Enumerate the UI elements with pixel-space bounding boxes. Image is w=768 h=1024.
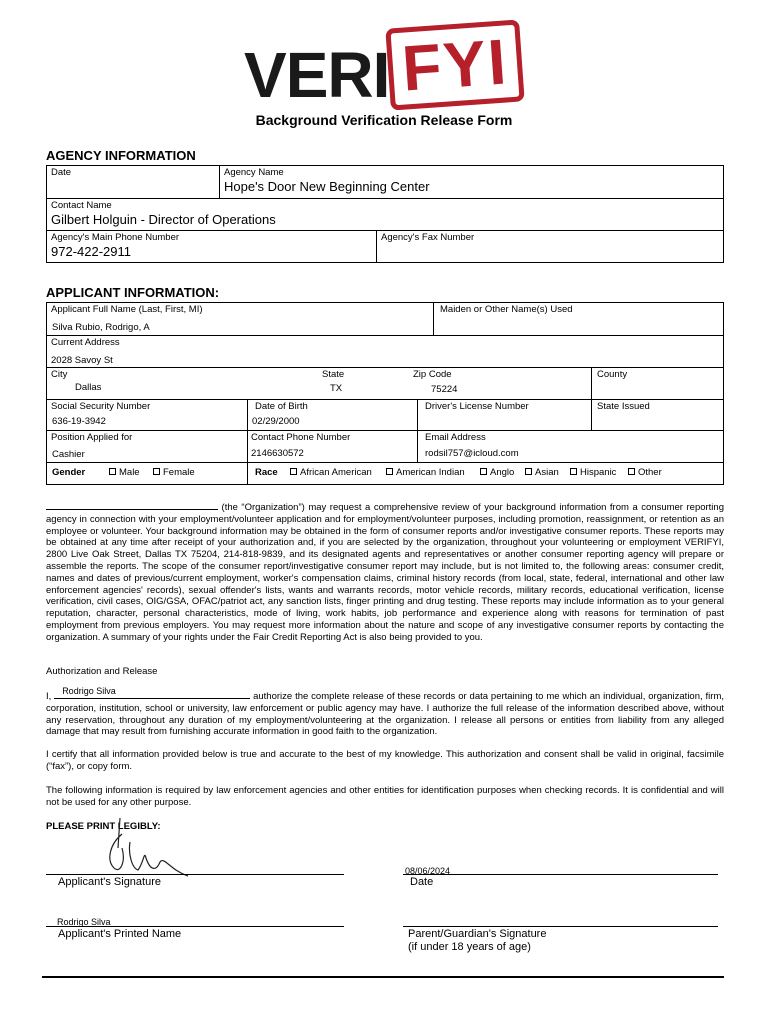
gender-cell — [47, 463, 247, 484]
checkbox-icon[interactable] — [570, 468, 577, 475]
consent-text: (the “Organization”) may request a comprehensive review of your background information from a consumer reporting agency in connection with your employment/volunteer application and for employment/volunteer purposes, including promotion, reassignment, or retention as an employee or volunteer. Your background information may be obtained in the form of consumer reports and/or investigative consumer reports. These reports may be obtained at any time after receipt of your authorization and, if you are selected by the organization, throughout your volunteering or employment VERIFYI, 2800 Live Oak Street, Dallas TX 75204, 214-818-9839, and its designated agents and representatives or another consumer reporting agency will prepare or assemble the reports. The scope of the consumer report/investigative consumer report may include, but is not limited to, the following areas: consumer credit, names and dates of previous/current employment, worker's compensation claims, criminal history records (from local, state, federal, international and other law enforcement agencies' records), sexual offender's lists, wants and warrants records, motor vehicle records, military records, educational verification, license verification, civil cases, OIG/GSA, OFAC/patriot act, any sanction lists, finger printing and drug testing. These reports may include information as to your general reputation, character, personal characteristics, mode of living, work habits, job performance and experience along with reasons for termination of past employment from previous employers. You may request more information about the nature and scope of any investigative consumer reports by contacting the organization. A summary of your rights under the Fair Credit Reporting Act is also being provided to you. — [46, 502, 724, 643]
race-cell — [247, 463, 723, 484]
footer-divider — [42, 976, 724, 978]
verifyi-logo — [244, 18, 534, 118]
address-value: 2028 Savoy St — [51, 355, 113, 366]
checkbox-icon[interactable] — [109, 468, 116, 475]
applicant-heading: APPLICANT INFORMATION: — [46, 285, 220, 300]
state-label: State — [322, 369, 345, 380]
signature-date-value: 08/06/2024 — [405, 866, 451, 876]
applicant-fullname-cell[interactable] — [47, 303, 433, 335]
agency-phone-value: 972-422-2911 — [51, 244, 131, 259]
fullname-label: Applicant Full Name (Last, First, MI) — [51, 304, 203, 315]
email-value: rodsil757@icloud.com — [425, 448, 519, 459]
agency-phone-cell[interactable] — [47, 231, 376, 262]
certify-paragraph: I certify that all information provided below is true and accurate to the best of my knowledge. This authorization and consent shall be valid in original, facsimile (“fax”), or copy form. — [46, 749, 724, 772]
signature-date-line[interactable] — [403, 874, 718, 875]
checkbox-icon[interactable] — [290, 468, 297, 475]
authorizing-name-field[interactable] — [54, 686, 250, 699]
purpose-paragraph: The following information is required by law enforcement agencies and other entities for identification purposes when checking records. It is confidential and will not be used for any other purpose. — [46, 785, 724, 808]
dob-value: 02/29/2000 — [252, 416, 300, 427]
organization-paragraph — [46, 500, 724, 644]
auth-text: authorize the complete release of these records or data pertaining to me which an individual, organization, firm, corporation, institution, school or university, law enforcement or public agency may have. I authorize the full release of the information described above, without any reservation, throughout any duration of my employment/volunteering at the organization. I release all persons or entities from liability from any alleged damage that may result from furnishing accurate information in good faith to the organization. — [46, 691, 725, 738]
auth-prefix: I, — [46, 691, 52, 702]
applicant-signature-label: Applicant's Signature — [58, 876, 161, 888]
state-value: TX — [330, 383, 343, 394]
print-legibly: PLEASE PRINT LEGIBLY: — [46, 821, 161, 832]
form-title: Background Verification Release Form — [255, 112, 513, 128]
applicant-table — [46, 302, 724, 485]
position-value: Cashier — [52, 449, 85, 460]
agency-contact-value: Gilbert Holguin - Director of Operations — [51, 212, 276, 227]
agency-fax-label: Agency's Fax Number — [381, 232, 475, 243]
gender-male-option[interactable]: Male — [109, 467, 140, 478]
agency-fax-cell[interactable] — [376, 231, 723, 262]
checkbox-icon[interactable] — [525, 468, 532, 475]
state-issued-label: State Issued — [597, 401, 650, 412]
auth-heading: Authorization and Release — [46, 666, 158, 677]
dob-cell[interactable] — [247, 400, 417, 430]
guardian-signature-label: Parent/Guardian's Signature — [408, 928, 547, 940]
printed-name-label: Applicant's Printed Name — [58, 928, 182, 940]
email-label: Email Address — [425, 432, 486, 443]
guardian-signature-line[interactable] — [403, 926, 718, 927]
ssn-label: Social Security Number — [51, 401, 151, 412]
drivers-license-cell[interactable] — [417, 400, 591, 430]
race-other-option[interactable]: Other — [628, 467, 662, 478]
maiden-label: Maiden or Other Name(s) Used — [440, 304, 573, 315]
organization-name-field[interactable] — [46, 500, 218, 510]
city-state-zip-cell[interactable] — [47, 368, 591, 399]
checkbox-icon[interactable] — [480, 468, 487, 475]
position-cell[interactable] — [47, 431, 247, 462]
handwritten-signature — [96, 818, 196, 878]
printed-name-value: Rodrigo Silva — [57, 917, 111, 927]
printed-name-line[interactable] — [46, 926, 344, 927]
checkbox-icon[interactable] — [628, 468, 635, 475]
agency-date-cell[interactable] — [47, 166, 219, 198]
contact-phone-cell[interactable] — [247, 431, 417, 462]
state-issued-cell[interactable] — [591, 400, 723, 430]
maiden-name-cell[interactable] — [433, 303, 723, 335]
agency-contact-label: Contact Name — [51, 200, 112, 211]
ssn-cell[interactable] — [47, 400, 247, 430]
zip-value: 75224 — [431, 384, 458, 395]
ssn-value: 636-19-3942 — [52, 416, 106, 427]
email-cell[interactable] — [417, 431, 723, 462]
race-hispanic-option[interactable]: Hispanic — [570, 467, 616, 478]
agency-contact-cell[interactable] — [47, 199, 723, 230]
checkbox-icon[interactable] — [386, 468, 393, 475]
contact-phone-value: 2146630572 — [251, 448, 304, 459]
address-cell[interactable] — [47, 336, 723, 367]
race-american-indian-option[interactable]: American Indian — [386, 467, 465, 478]
race-asian-option[interactable]: Asian — [525, 467, 559, 478]
agency-name-label: Agency Name — [224, 167, 284, 178]
checkbox-icon[interactable] — [153, 468, 160, 475]
logo-text: VERI — [244, 39, 390, 111]
city-value: Dallas — [75, 382, 102, 393]
county-cell[interactable] — [591, 368, 723, 399]
authorizing-name-value: Rodrigo Silva — [62, 686, 116, 697]
race-label: Race — [255, 467, 278, 478]
agency-name-cell[interactable] — [219, 166, 723, 198]
applicant-signature-line[interactable] — [46, 874, 344, 875]
gender-label: Gender — [52, 467, 86, 478]
dl-label: Driver's License Number — [425, 401, 529, 412]
signature-date-label: Date — [410, 876, 434, 888]
race-anglo-option[interactable]: Anglo — [480, 467, 514, 478]
race-african-american-option[interactable]: African American — [290, 467, 372, 478]
logo-stamp: FYI — [385, 19, 524, 110]
agency-name-value: Hope's Door New Beginning Center — [224, 179, 430, 194]
authorization-paragraph — [46, 686, 725, 738]
city-label: City — [51, 369, 68, 380]
gender-female-option[interactable]: Female — [153, 467, 195, 478]
county-label: County — [597, 369, 628, 380]
zip-label: Zip Code — [413, 369, 452, 380]
position-label: Position Applied for — [51, 432, 133, 443]
agency-table — [46, 165, 724, 263]
dob-label: Date of Birth — [255, 401, 308, 412]
agency-heading: AGENCY INFORMATION — [46, 148, 196, 163]
contact-phone-label: Contact Phone Number — [251, 432, 351, 443]
agency-phone-label: Agency's Main Phone Number — [51, 232, 180, 243]
agency-date-label: Date — [51, 167, 72, 178]
fullname-value: Silva Rubio, Rodrigo, A — [52, 322, 150, 333]
guardian-note: (if under 18 years of age) — [408, 941, 531, 953]
address-label: Current Address — [51, 337, 120, 348]
